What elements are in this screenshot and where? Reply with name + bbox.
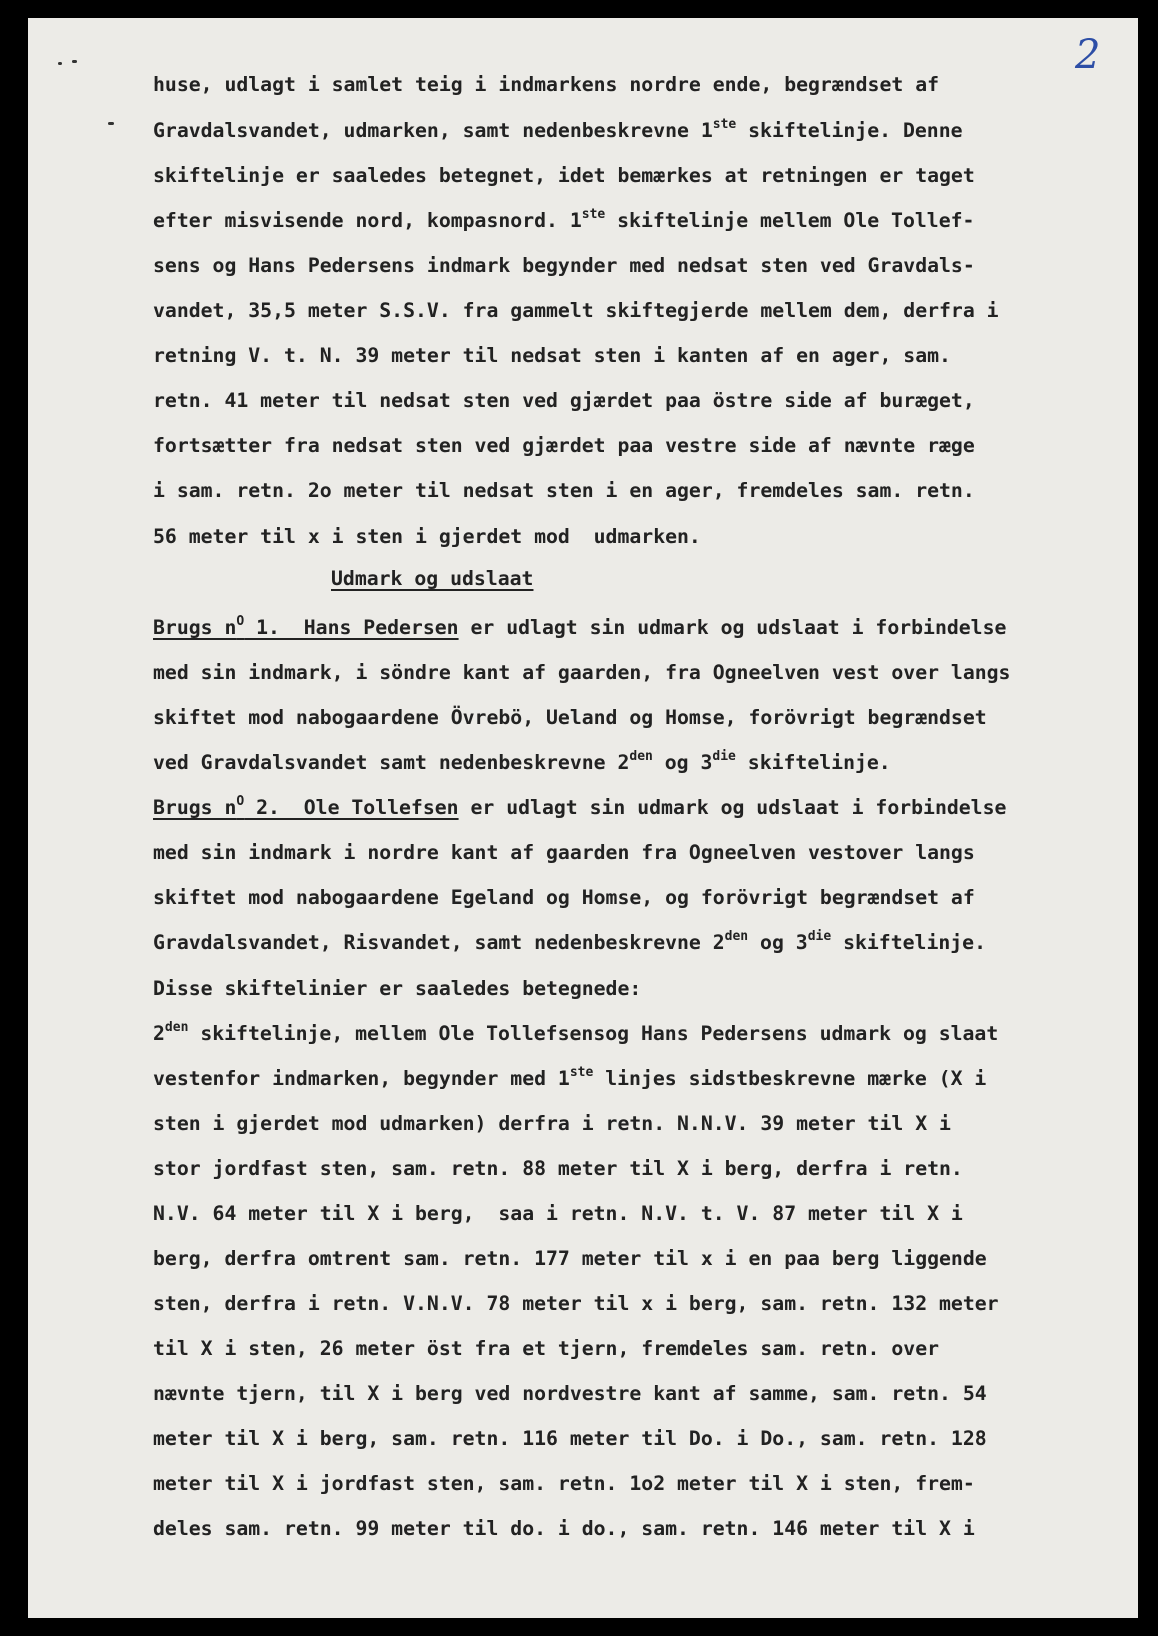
text-line: Brugs $n^O$ 1. Hans Pedersen er udlagt sin udmark og udslaat i forbindelse (153, 614, 1007, 639)
text-line: skiftet mod nabogaardene Egeland og Homse, og forövrigt begrændset af (153, 886, 975, 909)
text-line: meter til X i jordfast sten, sam. retn. 1o2 meter til X i sten, frem- (153, 1472, 975, 1495)
text-line: fortsætter fra nedsat sten ved gjærdet paa vestre side af nævnte ræge (153, 434, 975, 457)
usage-label: Brugs $n^O$ 1. Hans Pedersen (153, 614, 459, 639)
text-line: deles sam. retn. 99 meter til do. i do., sam. retn. 146 meter til X i (153, 1517, 975, 1540)
text-line: $2^{den}$ skiftelinje, mellem Ole Tollefsensog Hans Pedersens udmark og slaat (153, 1020, 999, 1045)
text-line: skiftelinje er saaledes betegnet, idet bemærkes at retningen er taget (153, 164, 975, 187)
document-page (28, 18, 1138, 1618)
text-line: til X i sten, 26 meter öst fra et tjern, fremdeles sam. retn. over (153, 1337, 940, 1360)
text-line: berg, derfra omtrent sam. retn. 177 meter til x i en paa berg liggende (153, 1247, 987, 1270)
text-line: 56 meter til x i sten i gjerdet mod udmarken. (153, 525, 701, 548)
text-line: Gravdalsvandet, udmarken, samt nedenbeskrevne 1ste skiftelinje. Denne (153, 117, 963, 142)
text-line: Gravdalsvandet, Risvandet, samt nedenbeskrevne $2^{den}$ og $3^{die}$ skiftelinje. (153, 929, 986, 954)
text-line: Disse skiftelinier er saaledes betegnede: (153, 977, 642, 1000)
text-line: huse, udlagt i samlet teig i indmarkens nordre ende, begrændset af (153, 73, 940, 96)
text-line: meter til X i berg, sam. retn. 116 meter til Do. i Do., sam. retn. 128 (153, 1427, 987, 1450)
page-number: 2 (1075, 32, 1101, 78)
text-line: nævnte tjern, til X i berg ved nordvestre kant af samme, sam. retn. 54 (153, 1382, 987, 1405)
text-line: med sin indmark i nordre kant af gaarden fra Ogneelven vestover langs (153, 841, 975, 864)
text-line: retning V. t. N. 39 meter til nedsat sten i kanten af en ager, sam. (153, 344, 951, 367)
text-line: sens og Hans Pedersens indmark begynder med nedsat sten ved Gravdals- (153, 254, 975, 277)
text-line: N.V. 64 meter til X i berg, saa i retn. N.V. t. V. 87 meter til X i (153, 1202, 963, 1225)
text-line: vestenfor indmarken, begynder med 1ste linjes sidstbeskrevne mærke (X i (153, 1065, 987, 1090)
text-line: i sam. retn. 2o meter til nedsat sten i en ager, fremdeles sam. retn. (153, 479, 975, 502)
text-line: med sin indmark, i söndre kant af gaarden, fra Ogneelven vest over langs (153, 661, 1011, 684)
body-text (28, 18, 1138, 1618)
text-line: retn. 41 meter til nedsat sten ved gjærdet paa östre side af buræget, (153, 389, 975, 412)
text-line: ved Gravdalsvandet samt nedenbeskrevne $2^{den}$ og $3^{die}$ skiftelinje. (153, 749, 891, 774)
usage-label: Brugs $n^O$ 2. Ole Tollefsen (153, 794, 459, 819)
text-line: vandet, 35,5 meter S.S.V. fra gammelt skiftegjerde mellem dem, derfra i (153, 299, 999, 322)
text-line: sten i gjerdet mod udmarken) derfra i retn. N.N.V. 39 meter til X i (153, 1112, 951, 1135)
text-line: efter misvisende nord, kompasnord. 1ste skiftelinje mellem Ole Tollef- (153, 207, 975, 232)
text-line: stor jordfast sten, sam. retn. 88 meter til X i berg, derfra i retn. (153, 1157, 963, 1180)
text-line: skiftet mod nabogaardene Övrebö, Ueland og Homse, forövrigt begrændset (153, 706, 987, 729)
text-line: sten, derfra i retn. V.N.V. 78 meter til x i berg, sam. retn. 132 meter (153, 1292, 999, 1315)
text-line: Brugs $n^O$ 2. Ole Tollefsen er udlagt sin udmark og udslaat i forbindelse (153, 794, 1007, 819)
section-heading: Udmark og udslaat (331, 567, 534, 590)
